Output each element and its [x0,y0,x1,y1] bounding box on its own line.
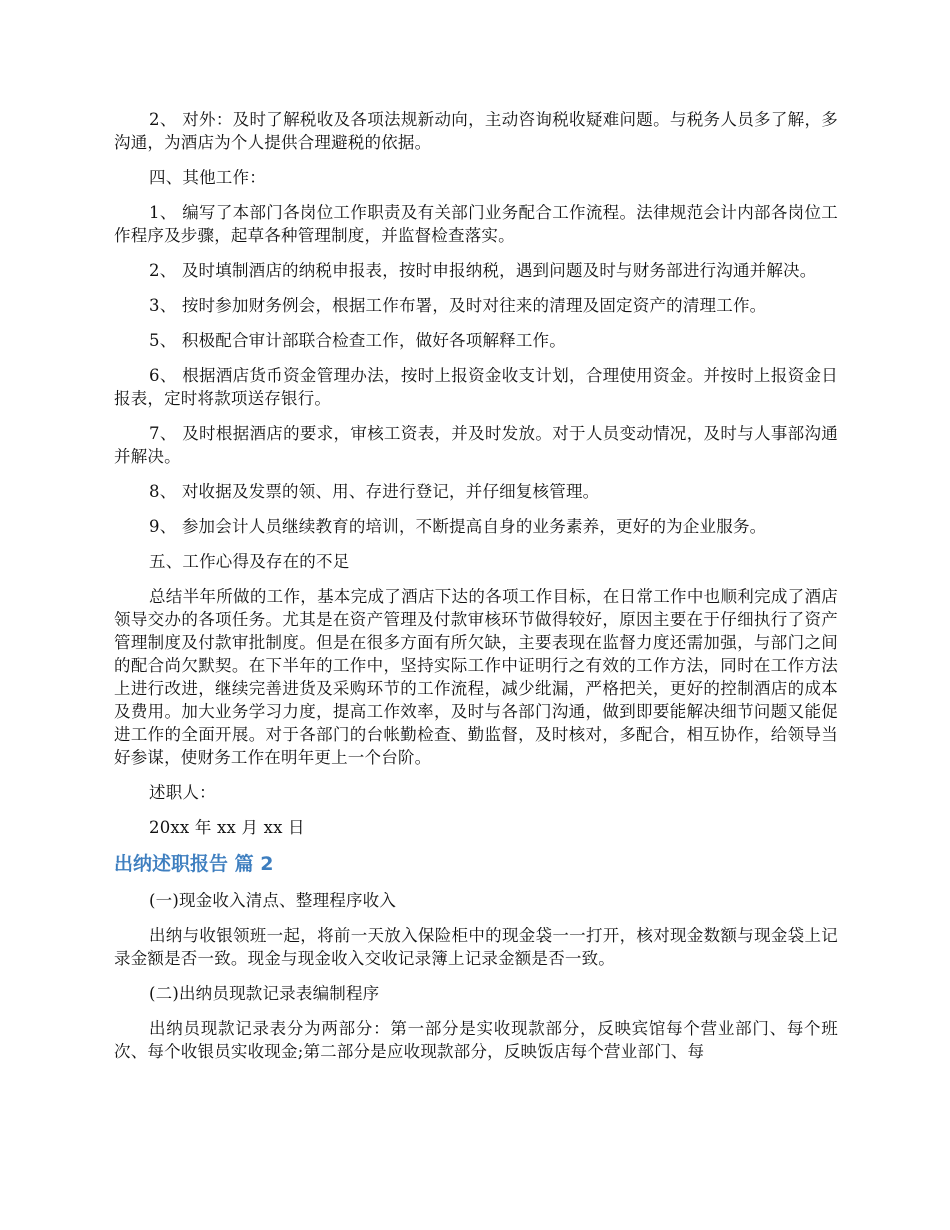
paragraph-item-8: 8、 对收据及发票的领、用、存进行登记，并仔细复核管理。 [149,482,600,501]
section-heading: 出纳述职报告 篇 2 [114,853,274,875]
signature-date: 20xx 年 xx 月 xx 日 [149,818,305,837]
paragraph-item-1: 1、 编写了本部门各岗位工作职责及有关部门业务配合工作流程。法律规范会计内部各岗位工作程序及步骤，起草各种管理制度，并监督检查落实。 [114,203,838,245]
heading-experience: 五、工作心得及存在的不足 [149,552,350,571]
paragraph-summary: 总结半年所做的工作，基本完成了酒店下达的各项工作目标，在日常工作中也顺利完成了酒店领导交办的各项任务。尤其是在资产管理及付款审核环节做得较好，原因主要在于仔细执行了资产管理制度及付款审批制度。但是在很多方面有所欠缺，主要表现在监督力度还需加强，与部门之间的配合尚欠默契。在下半年的工作中，坚持实际工作中证明行之有效的工作方法，同时在工作方法上进行改进，继续完善进货及采购环节的工作流程，减少纰漏，严格把关，更好的控制酒店的成本及费用。加大业务学习力度，提高工作效率，及时与各部门沟通，做到即要能解决细节问题又能促进工作的全面开展。对于各部门的台帐勤检查、勤监督，及时核对，多配合，相互协作，给领导当好参谋，使财务工作在明年更上一个台阶。 [114,587,838,767]
paragraph-item-2: 2、 及时填制酒店的纳税申报表，按时申报纳税，遇到问题及时与财务部进行沟通并解决。 [149,261,817,280]
subheading-cash-record: (二)出纳员现款记录表编制程序 [149,984,380,1003]
paragraph-item-6: 6、 根据酒店货币资金管理办法，按时上报资金收支计划，合理使用资金。并按时上报资金日报表，定时将款项送存银行。 [114,366,838,408]
paragraph-tax-external: 2、 对外：及时了解税收及各项法规新动向，主动咨询税收疑难问题。与税务人员多了解，多沟通，为酒店为个人提供合理避税的依据。 [114,110,838,152]
paragraph-cash-record: 出纳员现款记录表分为两部分：第一部分是实收现款部分，反映宾馆每个营业部门、每个班次、每个收银员实收现金;第二部分是应收现款部分，反映饭店每个营业部门、每 [114,1019,838,1061]
paragraph-item-7: 7、 及时根据酒店的要求，审核工资表，并及时发放。对于人员变动情况，及时与人事部沟通并解决。 [114,424,838,466]
paragraph-item-9: 9、 参加会计人员继续教育的培训，不断提高自身的业务素养，更好的为企业服务。 [149,517,767,536]
subheading-cash-income: (一)现金收入清点、整理程序收入 [149,891,397,910]
paragraph-cash-income: 出纳与收银领班一起，将前一天放入保险柜中的现金袋一一打开，核对现金数额与现金袋上记录金额是否一致。现金与现金收入交收记录簿上记录金额是否一致。 [114,926,838,968]
signature-label: 述职人： [149,783,216,802]
heading-other-work: 四、其他工作： [149,168,266,187]
document-body [114,108,838,1075]
paragraph-item-3: 3、 按时参加财务例会，根据工作布署，及时对往来的清理及固定资产的清理工作。 [149,296,767,315]
paragraph-item-5: 5、 积极配合审计部联合检查工作，做好各项解释工作。 [149,331,566,350]
